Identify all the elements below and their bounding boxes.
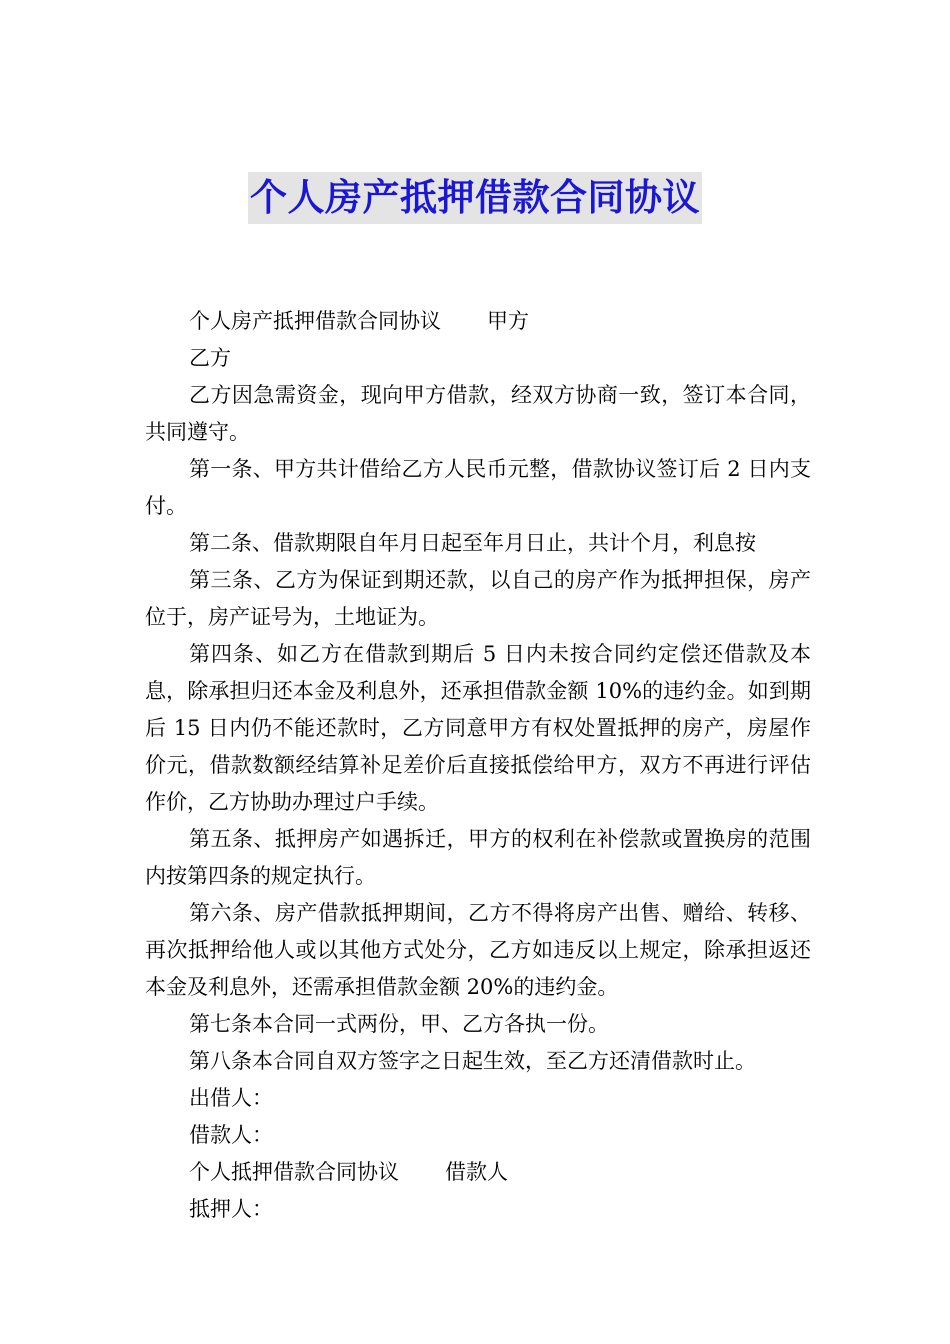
clause-4: 第四条、如乙方在借款到期后 5 日内未按合同约定偿还借款及本息，除承担归还本金及利息外，还承担借款金额 10%的违约金。如到期后 15 日内仍不能还款时，乙方同意甲方有权处置抵押的房产，房屋作价元，借款数额经结算补足差价后直接抵偿给甲方，双方不再进行评估作价，乙方协助办理过户手续。: [145, 642, 811, 814]
paragraph-subheader: [145, 1154, 811, 1191]
clause-2: 第二条、借款期限自年月日起至年月日止，共计个月，利息按: [189, 531, 756, 555]
clause-7: 第七条本合同一式两份，甲、乙方各执一份。: [189, 1012, 609, 1036]
paragraph-header-text: 个人房产抵押借款合同协议: [189, 309, 441, 333]
clause-6: 第六条、房产借款抵押期间，乙方不得将房产出售、赠给、转移、再次抵押给他人或以其他方式处分，乙方如违反以上规定，除承担返还本金及利息外，还需承担借款金额 20%的违约金。: [145, 901, 811, 999]
borrower-label: 借款人: [445, 1160, 508, 1184]
paragraph-header: [145, 303, 811, 340]
title-container: [0, 172, 950, 224]
clause-8: 第八条本合同自双方签字之日起生效，至乙方还清借款时止。: [189, 1049, 756, 1073]
mortgagor-signature-line: 抵押人：: [189, 1197, 273, 1221]
paragraph-preamble: 乙方因急需资金，现向甲方借款，经双方协商一致，签订本合同，共同遵守。: [145, 383, 811, 444]
clause-1: 第一条、甲方共计借给乙方人民币元整，借款协议签订后 2 日内支付。: [145, 457, 811, 518]
party-a-label: 甲方: [487, 309, 529, 333]
document-title: 个人房产抵押借款合同协议: [248, 172, 702, 224]
paragraph-subheader-text: 个人抵押借款合同协议: [189, 1160, 399, 1184]
party-b-label: 乙方: [189, 346, 231, 370]
borrower-signature-line: 借款人：: [189, 1123, 273, 1147]
lender-signature-line: 出借人：: [189, 1086, 273, 1110]
clause-3: 第三条、乙方为保证到期还款，以自己的房产作为抵押担保，房产位于，房产证号为，土地证为。: [145, 568, 811, 629]
clause-5: 第五条、抵押房产如遇拆迁，甲方的权利在补偿款或置换房的范围内按第四条的规定执行。: [145, 827, 811, 888]
document-body: [145, 303, 811, 1228]
